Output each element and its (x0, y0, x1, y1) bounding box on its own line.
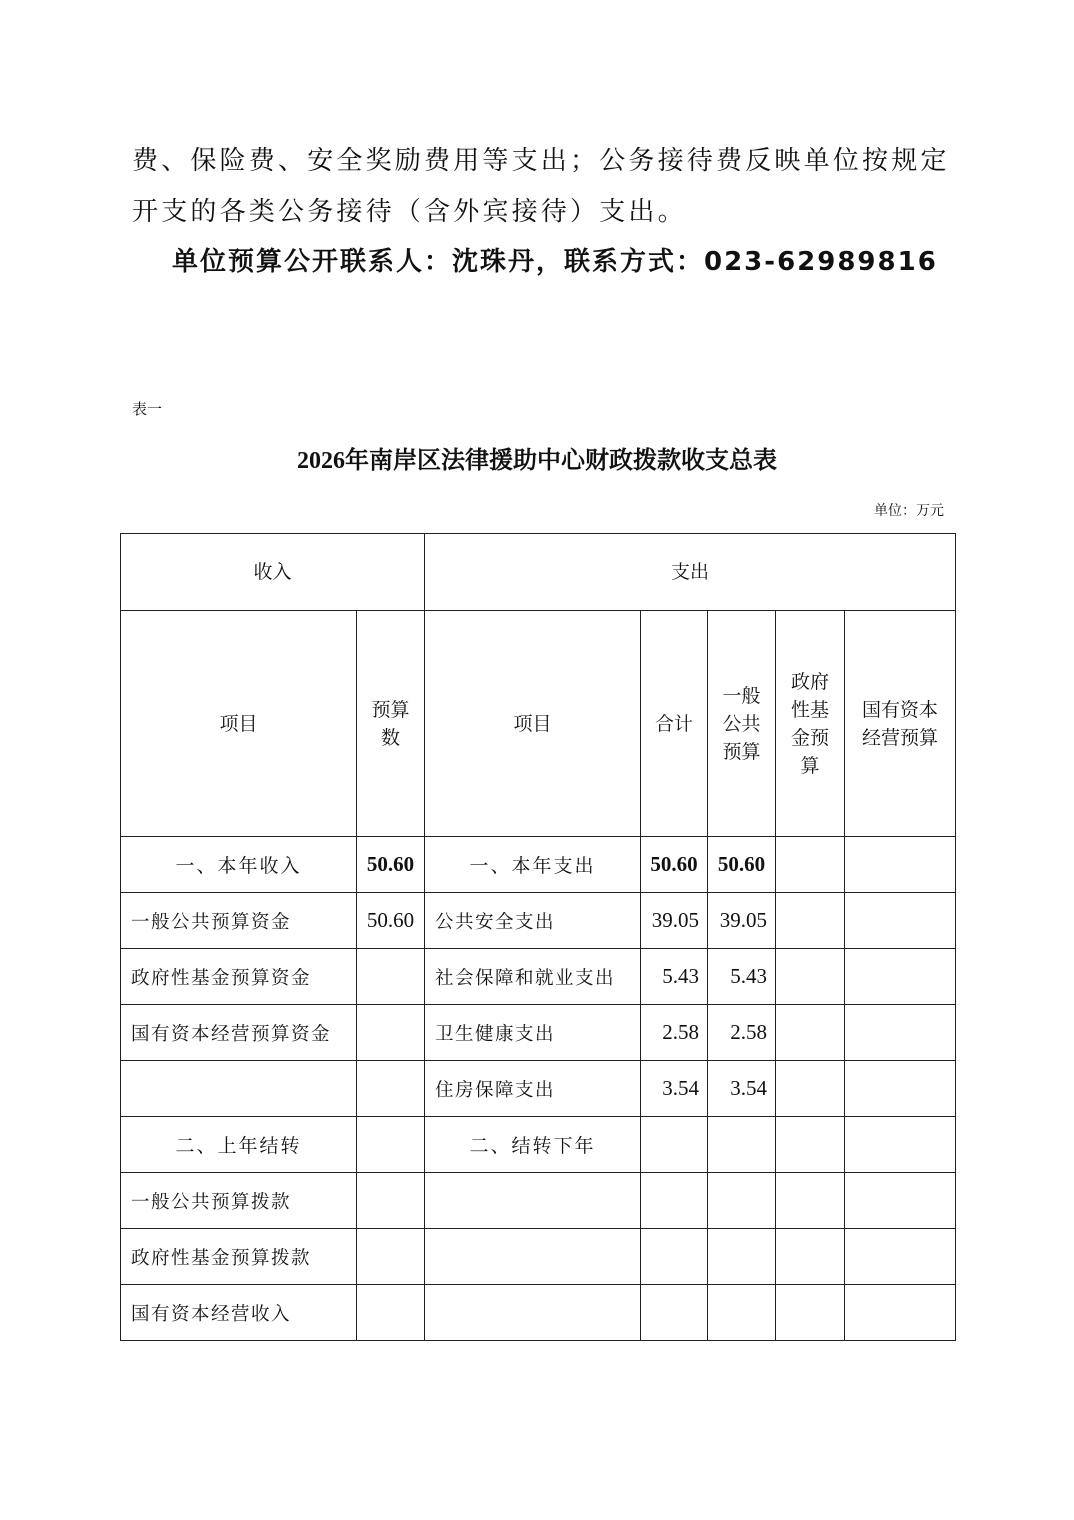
gov-fund-cell (776, 893, 845, 949)
general-budget-header: 一般公共预算 (708, 611, 776, 837)
total-cell (641, 1229, 708, 1285)
general-budget-cell (708, 1117, 776, 1173)
total-cell (641, 1173, 708, 1229)
income-budget-cell: 50.60 (357, 837, 425, 893)
income-item-cell: 一般公共预算拨款 (121, 1173, 357, 1229)
income-item-header: 项目 (121, 611, 357, 837)
table-row (121, 837, 956, 893)
income-item-cell: 国有资本经营预算资金 (121, 1005, 357, 1061)
table-row (121, 1285, 956, 1341)
general-budget-cell: 3.54 (708, 1061, 776, 1117)
table-label: 表一 (132, 400, 163, 418)
general-budget-cell (708, 1173, 776, 1229)
table-row (121, 893, 956, 949)
table-row (121, 949, 956, 1005)
general-budget-cell (708, 1285, 776, 1341)
body-paragraph-line-1: 费、保险费、安全奖励费用等支出；公务接待费反映单位按规定 (132, 146, 950, 176)
gov-fund-cell (776, 1285, 845, 1341)
gov-fund-cell (776, 837, 845, 893)
expense-item-header: 项目 (425, 611, 641, 837)
gov-fund-cell (776, 1005, 845, 1061)
expense-item-cell: 公共安全支出 (425, 893, 641, 949)
income-header: 收入 (121, 534, 425, 611)
income-item-cell: 一、本年收入 (121, 837, 357, 893)
general-budget-cell: 39.05 (708, 893, 776, 949)
income-budget-cell (357, 949, 425, 1005)
total-cell: 50.60 (641, 837, 708, 893)
general-budget-cell: 50.60 (708, 837, 776, 893)
income-item-cell: 政府性基金预算资金 (121, 949, 357, 1005)
state-capital-cell (845, 1229, 956, 1285)
table-row (121, 1061, 956, 1117)
contact-info: 单位预算公开联系人：沈珠丹，联系方式：023-62989816 (172, 247, 938, 277)
income-item-cell (121, 1061, 357, 1117)
gov-fund-cell (776, 1117, 845, 1173)
income-budget-cell (357, 1173, 425, 1229)
total-cell: 3.54 (641, 1061, 708, 1117)
gov-fund-cell (776, 1229, 845, 1285)
gov-fund-cell (776, 949, 845, 1005)
expense-item-cell: 卫生健康支出 (425, 1005, 641, 1061)
state-capital-cell (845, 1285, 956, 1341)
expense-item-cell (425, 1229, 641, 1285)
total-cell: 2.58 (641, 1005, 708, 1061)
state-capital-cell (845, 949, 956, 1005)
expense-item-cell: 住房保障支出 (425, 1061, 641, 1117)
income-item-cell: 一般公共预算资金 (121, 893, 357, 949)
income-budget-cell (357, 1117, 425, 1173)
budget-table (120, 533, 956, 1341)
expense-header: 支出 (425, 534, 956, 611)
state-capital-cell (845, 893, 956, 949)
income-budget-cell (357, 1005, 425, 1061)
header-row-top (121, 534, 956, 611)
state-capital-header: 国有资本经营预算 (845, 611, 956, 837)
table-row (121, 1229, 956, 1285)
total-cell (641, 1117, 708, 1173)
expense-item-cell: 社会保障和就业支出 (425, 949, 641, 1005)
table-row (121, 1005, 956, 1061)
income-item-cell: 政府性基金预算拨款 (121, 1229, 357, 1285)
total-header: 合计 (641, 611, 708, 837)
state-capital-cell (845, 1173, 956, 1229)
expense-item-cell (425, 1173, 641, 1229)
state-capital-cell (845, 837, 956, 893)
table-title: 2026年南岸区法律援助中心财政拨款收支总表 (297, 448, 777, 474)
income-budget-cell (357, 1061, 425, 1117)
gov-fund-cell (776, 1061, 845, 1117)
unit-label: 单位：万元 (874, 503, 944, 519)
state-capital-cell (845, 1117, 956, 1173)
income-item-cell: 国有资本经营收入 (121, 1285, 357, 1341)
gov-fund-cell (776, 1173, 845, 1229)
header-row-sub (121, 611, 956, 837)
total-cell (641, 1285, 708, 1341)
expense-item-cell: 一、本年支出 (425, 837, 641, 893)
expense-item-cell: 二、结转下年 (425, 1117, 641, 1173)
income-budget-cell (357, 1285, 425, 1341)
income-budget-cell: 50.60 (357, 893, 425, 949)
table-row (121, 1117, 956, 1173)
income-budget-header: 预算数 (357, 611, 425, 837)
total-cell: 5.43 (641, 949, 708, 1005)
income-budget-cell (357, 1229, 425, 1285)
income-item-cell: 二、上年结转 (121, 1117, 357, 1173)
general-budget-cell: 2.58 (708, 1005, 776, 1061)
table-row (121, 1173, 956, 1229)
general-budget-cell: 5.43 (708, 949, 776, 1005)
gov-fund-header: 政府性基金预算 (776, 611, 845, 837)
state-capital-cell (845, 1061, 956, 1117)
general-budget-cell (708, 1229, 776, 1285)
total-cell: 39.05 (641, 893, 708, 949)
body-paragraph-line-2: 开支的各类公务接待（含外宾接待）支出。 (132, 197, 687, 227)
state-capital-cell (845, 1005, 956, 1061)
expense-item-cell (425, 1285, 641, 1341)
